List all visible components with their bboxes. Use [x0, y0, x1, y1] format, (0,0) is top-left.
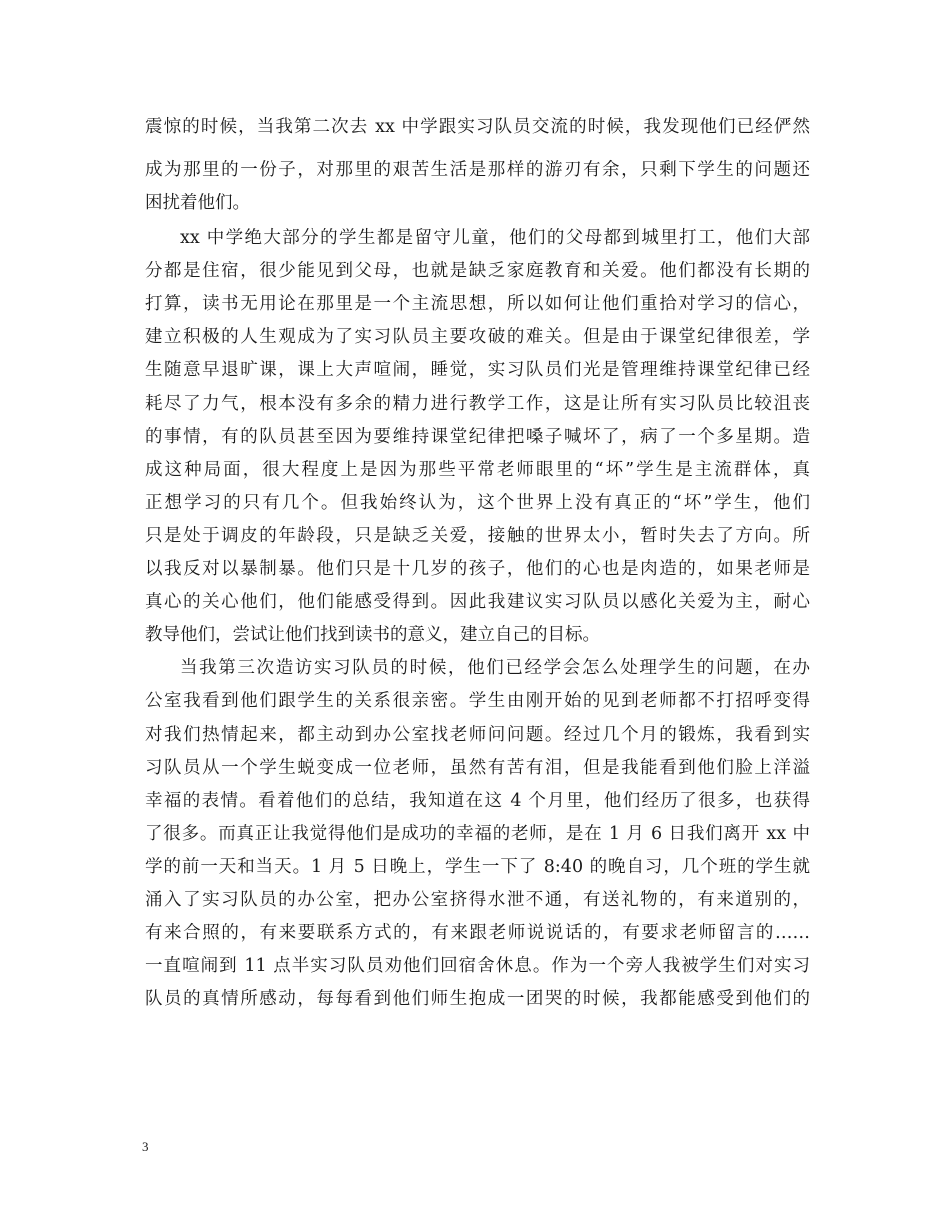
text-line: 打算，读书无用论在那里是一个主流思想，所以如何让他们重拾对学习的信心， — [145, 294, 810, 314]
text-line: 真心的关心他们，他们能感受得到。因此我建议实习队员以感化关爱为主，耐心 — [145, 592, 810, 612]
text-line: 幸福的表情。看着他们的总结，我知道在这 4 个月里，他们经历了很多，也获得 — [145, 791, 810, 811]
text-line: 耗尽了力气，根本没有多余的精力进行教学工作，这是让所有实习队员比较沮丧 — [145, 394, 810, 414]
text-line: 以我反对以暴制暴。他们只是十几岁的孩子，他们的心也是肉造的，如果老师是 — [145, 559, 810, 579]
text-line: 习队员从一个学生蜕变成一位老师，虽然有苦有泪，但是我能看到他们脸上洋溢 — [145, 758, 810, 778]
text-line: 的事情，有的队员甚至因为要维持课堂纪律把嗓子喊坏了，病了一个多星期。造 — [145, 427, 810, 447]
text-line: 教导他们，尝试让他们找到读书的意义，建立自己的目标。 — [145, 625, 600, 645]
text-line: 了很多。而真正让我觉得他们是成功的幸福的老师，是在 1 月 6 日我们离开 xx 中 — [145, 824, 810, 844]
text-line: 成这种局面，很大程度上是因为那些平常老师眼里的“坏”学生是主流群体，真 — [145, 460, 810, 480]
text-line: 震惊的时候，当我第二次去 xx 中学跟实习队员交流的时候，我发现他们已经俨然 — [145, 117, 810, 137]
text-line: 当我第三次造访实习队员的时候，他们已经学会怎么处理学生的问题，在办 — [180, 658, 810, 678]
text-line: 公室我看到他们跟学生的关系很亲密。学生由刚开始的见到老师都不打招呼变得 — [145, 691, 810, 711]
text-line: 对我们热情起来，都主动到办公室找老师问问题。经过几个月的锻炼，我看到实 — [145, 725, 810, 745]
text-line: 学的前一天和当天。1 月 5 日晚上，学生一下了 8:40 的晚自习，几个班的学生就 — [145, 857, 810, 877]
text-line: 建立积极的人生观成为了实习队员主要攻破的难关。但是由于课堂纪律很差，学 — [145, 327, 810, 347]
text-line: xx 中学绝大部分的学生都是留守儿童，他们的父母都到城里打工，他们大部 — [180, 228, 810, 248]
text-line: 涌入了实习队员的办公室，把办公室挤得水泄不通，有送礼物的，有来道别的， — [145, 890, 810, 910]
text-line: 队员的真情所感动，每每看到他们师生抱成一团哭的时候，我都能感受到他们的 — [145, 989, 810, 1009]
page-number: 3 — [142, 1139, 149, 1154]
text-line: 一直喧闹到 11 点半实习队员劝他们回宿舍休息。作为一个旁人我被学生们对实习 — [145, 956, 810, 976]
text-line: 正想学习的只有几个。但我始终认为，这个世界上没有真正的“坏”学生，他们 — [145, 493, 810, 513]
text-line: 困扰着他们。 — [145, 193, 250, 213]
text-line: 分都是住宿，很少能见到父母，也就是缺乏家庭教育和关爱。他们都没有长期的 — [145, 261, 810, 281]
text-line: 有来合照的，有来要联系方式的，有来跟老师说说话的，有要求老师留言的…… — [145, 923, 810, 943]
text-line: 成为那里的一份子，对那里的艰苦生活是那样的游刃有余，只剩下学生的问题还 — [145, 160, 810, 180]
text-line: 只是处于调皮的年龄段，只是缺乏关爱，接触的世界太小，暂时失去了方向。所 — [145, 526, 810, 546]
text-line: 生随意早退旷课，课上大声喧闹，睡觉，实习队员们光是管理维持课堂纪律已经 — [145, 360, 810, 380]
